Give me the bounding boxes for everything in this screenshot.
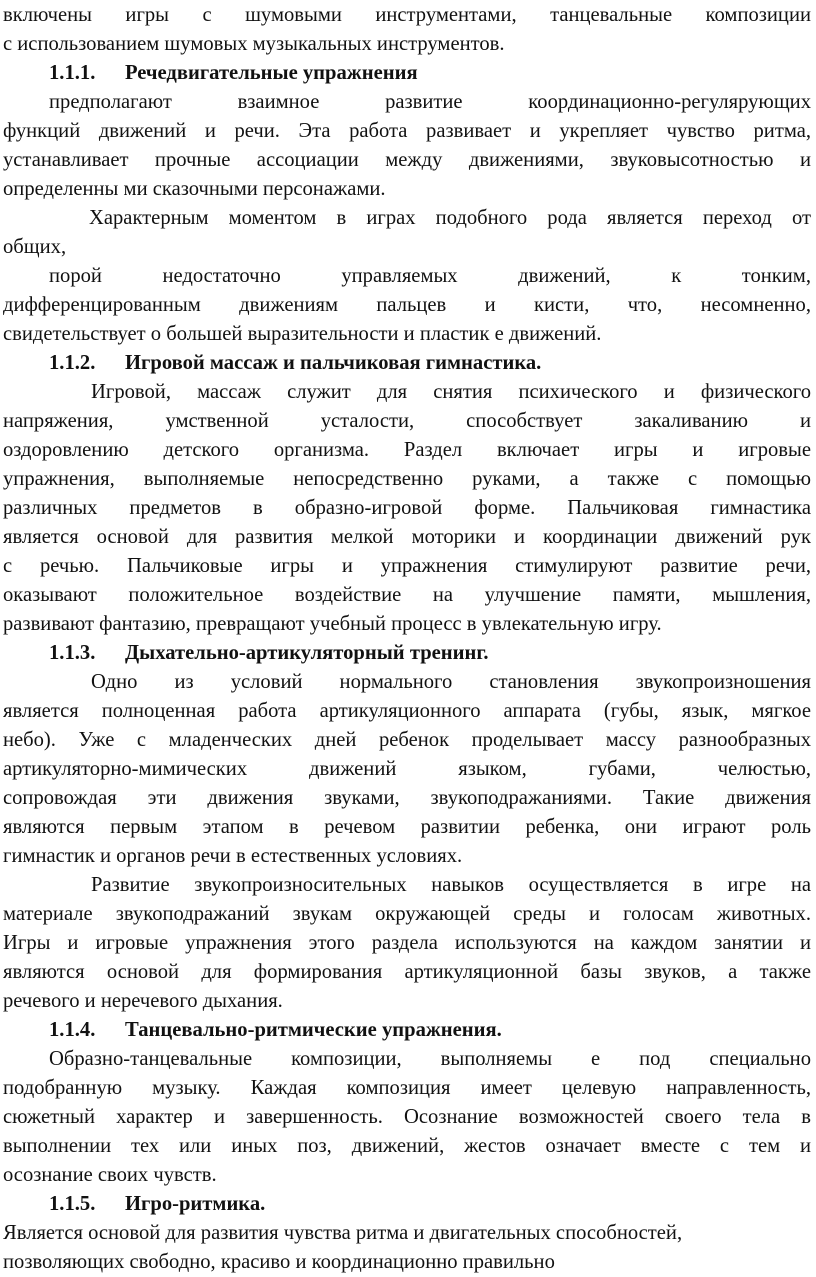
section-number: 1.1.2. — [49, 352, 96, 374]
section-title: Игровой массаж и пальчиковая гимнастика. — [125, 352, 542, 374]
paragraph-line: речевого и неречевого дыхания. — [3, 990, 283, 1012]
paragraph-line: материале звукоподражаний звукам окружающей среды и голосам животных. — [3, 903, 811, 925]
section-number: 1.1.5. — [49, 1193, 96, 1215]
paragraph-line: является основой для развития мелкой моторики и координации движений рук — [3, 526, 811, 548]
paragraph-line: подобранную музыку. Каждая композиция имеет целевую направленность, — [3, 1077, 811, 1099]
section-number: 1.1.3. — [49, 642, 96, 664]
section-heading — [49, 1190, 809, 1219]
paragraph-line: с речью. Пальчиковые игры и упражнения стимулируют развитие речи, — [3, 555, 811, 577]
paragraph-line: гимнастик и органов речи в естественных условиях. — [3, 845, 463, 867]
section-title: Дыхательно-артикуляторный тренинг. — [125, 642, 489, 664]
paragraph-line: Одно из условий нормального становления звукопроизношения — [91, 671, 811, 693]
paragraph-line: включены игры с шумовыми инструментами, танцевальные композиции — [3, 4, 811, 26]
section-title: Игро-ритмика. — [125, 1193, 266, 1215]
paragraph-line: Характерным моментом в играх подобного рода является переход от — [89, 207, 811, 229]
paragraph-line: оздоровлению детского организма. Раздел включает игры и игровые — [3, 439, 811, 461]
section-heading — [49, 349, 809, 378]
paragraph-line: являются основой для формирования артикуляционной базы звуков, а также — [3, 961, 811, 983]
paragraph-line: сюжетный характер и завершенность. Осознание возможностей своего тела в — [3, 1106, 811, 1128]
paragraph-line: общих, — [3, 236, 67, 258]
paragraph-line: артикуляторно-мимических движений языком, губами, челюстью, — [3, 758, 811, 780]
section-number: 1.1.4. — [49, 1019, 96, 1041]
paragraph-line: позволяющих свободно, красиво и координационно правильно — [3, 1251, 555, 1273]
paragraph-line: упражнения, выполняемые непосредственно руками, а также с помощью — [3, 468, 811, 490]
paragraph-line: порой недостаточно управляемых движений, к тонким, — [49, 265, 811, 287]
paragraph-line: Игровой, массаж служит для снятия психического и физического — [91, 381, 811, 403]
section-heading — [49, 59, 809, 88]
section-title: Танцевально-ритмические упражнения. — [125, 1019, 502, 1041]
paragraph-line: является полноценная работа артикуляционного аппарата (губы, язык, мягкое — [3, 700, 811, 722]
paragraph-line: небо). Уже с младенческих дней ребенок проделывает массу разнообразных — [3, 729, 811, 751]
paragraph-line: развивают фантазию, превращают учебный процесс в увлекательную игру. — [3, 613, 662, 635]
paragraph-line: Развитие звукопроизносительных навыков осуществляется в игре на — [91, 874, 811, 896]
paragraph-line: определенны ми сказочными персонажами. — [3, 178, 386, 200]
paragraph-line: сопровождая эти движения звуками, звукоподражаниями. Такие движения — [3, 787, 811, 809]
paragraph-line: выполнении тех или иных поз, движений, жестов означает вместе с тем и — [3, 1135, 811, 1157]
paragraph-line: предполагают взаимное развитие координационно-регулярующих — [49, 91, 811, 113]
paragraph-line: осознание своих чувств. — [3, 1164, 217, 1186]
paragraph-line: устанавливает прочные ассоциации между движениями, звуковысотностью и — [3, 149, 811, 171]
paragraph-line: Игры и игровые упражнения этого раздела используются на каждом занятии и — [3, 932, 811, 954]
section-number: 1.1.1. — [49, 62, 96, 84]
paragraph-line: оказывают положительное воздействие на улучшение памяти, мышления, — [3, 584, 811, 606]
paragraph-line: Образно-танцевальные композиции, выполняемы е под специально — [49, 1048, 811, 1070]
paragraph-line: функций движений и речи. Эта работа развивает и укрепляет чувство ритма, — [3, 120, 811, 142]
paragraph-line: напряжения, умственной усталости, способствует закаливанию и — [3, 410, 811, 432]
paragraph-line: свидетельствует о большей выразительности и пластик е движений. — [3, 323, 602, 345]
paragraph-line: являются первым этапом в речевом развитии ребенка, они играют роль — [3, 816, 811, 838]
section-title: Речедвигательные упражнения — [125, 62, 418, 84]
section-heading — [49, 639, 809, 668]
section-heading — [49, 1016, 809, 1045]
paragraph-line: дифференцированным движениям пальцев и кисти, что, несомненно, — [3, 294, 811, 316]
paragraph-line: Является основой для развития чувства ритма и двигательных способностей, — [3, 1222, 683, 1244]
paragraph-line: с использованием шумовых музыкальных инструментов. — [3, 33, 505, 55]
paragraph-line: различных предметов в образно-игровой форме. Пальчиковая гимнастика — [3, 497, 811, 519]
